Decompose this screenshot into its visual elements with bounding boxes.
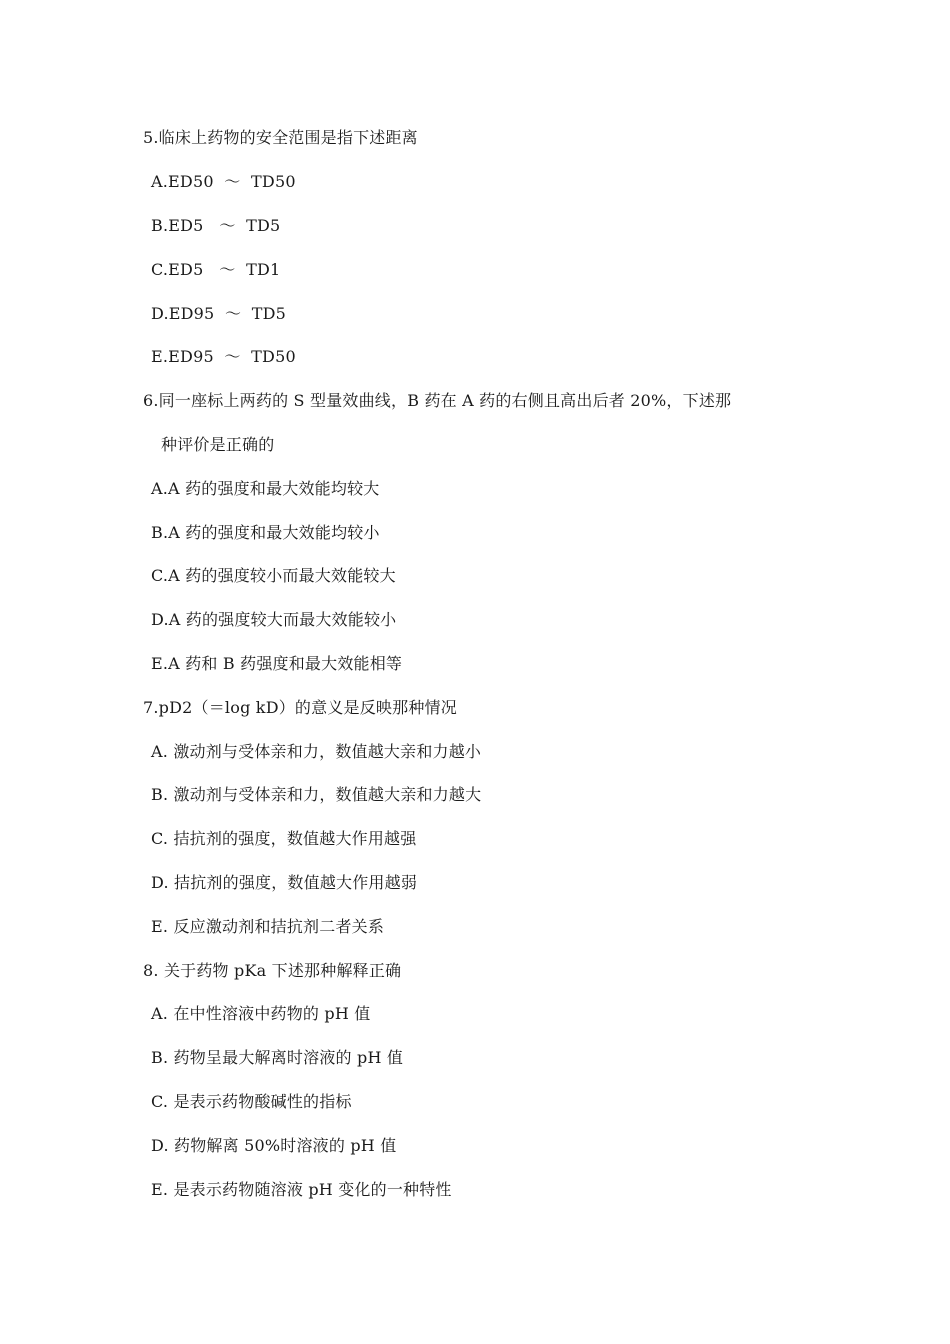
question-7-option-a: A. 激动剂与受体亲和力，数值越大亲和力越小	[151, 742, 482, 761]
question-5-option-c: C.ED5 ～ TD1	[151, 260, 281, 279]
question-7-option-c: C. 拮抗剂的强度，数值越大作用越强	[151, 829, 417, 848]
question-7-option-b: B. 激动剂与受体亲和力，数值越大亲和力越大	[151, 785, 482, 804]
question-5-option-b: B.ED5 ～ TD5	[151, 216, 281, 235]
question-6-stem: 6.同一座标上两药的 S 型量效曲线，B 药在 A 药的右侧且高出后者 20%，下述那	[143, 391, 732, 410]
question-6-option-c: C.A 药的强度较小而最大效能较大	[151, 566, 396, 585]
question-5-stem: 5.临床上药物的安全范围是指下述距离	[143, 128, 418, 147]
question-6-option-a: A.A 药的强度和最大效能均较大	[151, 479, 380, 498]
question-7-stem: 7.pD2（＝log kD）的意义是反映那种情况	[143, 698, 457, 717]
question-6-option-b: B.A 药的强度和最大效能均较小	[151, 523, 380, 542]
question-6-option-d: D.A 药的强度较大而最大效能较小	[151, 610, 397, 629]
question-8-stem: 8. 关于药物 pKa 下述那种解释正确	[143, 961, 402, 980]
question-7-option-d: D. 拮抗剂的强度，数值越大作用越弱	[151, 873, 418, 892]
question-5-option-a: A.ED50 ～ TD50	[151, 172, 296, 191]
question-6-stem-continuation: 种评价是正确的	[161, 435, 275, 454]
question-5-option-e: E.ED95 ～ TD50	[151, 347, 296, 366]
question-8-option-e: E. 是表示药物随溶液 pH 变化的一种特性	[151, 1180, 452, 1199]
question-8-option-d: D. 药物解离 50%时溶液的 pH 值	[151, 1136, 397, 1155]
question-8-option-b: B. 药物呈最大解离时溶液的 pH 值	[151, 1048, 404, 1067]
question-7-option-e: E. 反应激动剂和拮抗剂二者关系	[151, 917, 385, 936]
question-8-option-a: A. 在中性溶液中药物的 pH 值	[151, 1004, 371, 1023]
question-6-option-e: E.A 药和 B 药强度和最大效能相等	[151, 654, 403, 673]
question-5-option-d: D.ED95 ～ TD5	[151, 304, 287, 323]
question-8-option-c: C. 是表示药物酸碱性的指标	[151, 1092, 352, 1111]
